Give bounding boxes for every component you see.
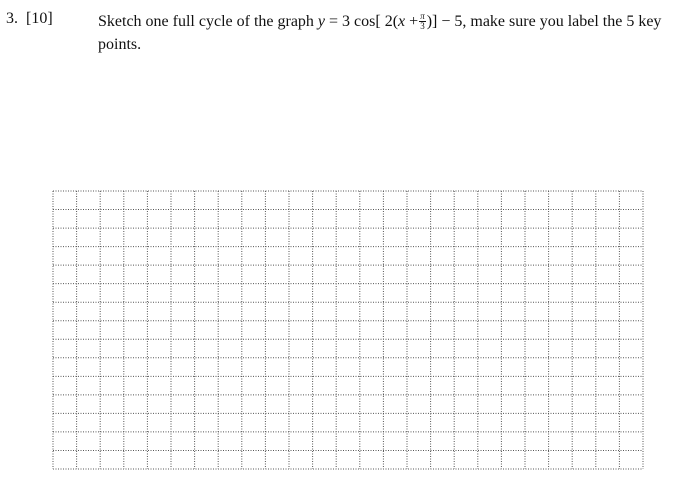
- fraction-numerator: π: [420, 10, 425, 21]
- question-points: [10]: [26, 10, 53, 27]
- question-prompt: [98, 10, 694, 56]
- fraction-denominator: 3: [420, 20, 425, 31]
- equation-equals: = 3 cos[ 2(: [325, 13, 399, 30]
- prompt-line-1: [98, 10, 694, 33]
- prompt-text: Sketch one full cycle of the graph: [98, 13, 318, 30]
- pi-over-3-fraction: [419, 12, 426, 31]
- equation-x: x: [398, 13, 406, 30]
- prompt-line-2: points.: [98, 36, 142, 53]
- equation-plus: +: [405, 13, 419, 30]
- equation-y: y: [317, 13, 326, 30]
- equation-rest: )] − 5, make sure you label the 5 key: [426, 13, 662, 30]
- dotted-graph-grid[interactable]: [52, 190, 644, 470]
- question-number: [6, 10, 53, 28]
- question-index: 3.: [6, 10, 18, 27]
- graph-grid-area[interactable]: [52, 190, 644, 470]
